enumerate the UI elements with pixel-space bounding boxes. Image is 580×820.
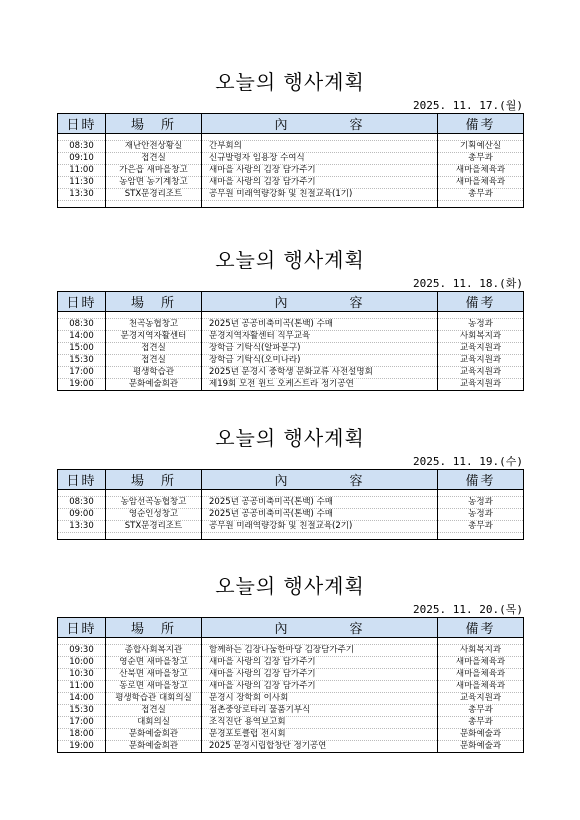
cell-place: 동로면 새마을창고 (106, 681, 202, 693)
cell-content: 문경시 장학회 이사회 (202, 693, 438, 705)
cell-note: 문화예술과 (438, 729, 524, 741)
cell-content: 간부회의 (202, 141, 438, 153)
section-title: 오늘의 행사계획 (215, 248, 365, 272)
cell-place: 평생학습관 (106, 367, 202, 379)
cell-note: 농정과 (438, 509, 524, 521)
spacer-row (58, 312, 524, 319)
cell-place: 접견실 (106, 355, 202, 367)
spacer-row (58, 490, 524, 497)
cell-content: 공무원 미래역량강화 및 친절교육(2기) (202, 521, 438, 533)
cell-content: 공무원 미래역량강화 및 친절교육(1기) (202, 189, 438, 201)
table-row (58, 521, 524, 533)
spacer-row (58, 638, 524, 645)
cell-time: 13:30 (58, 521, 106, 533)
cell-place: 문화예술회관 (106, 379, 202, 391)
table-row (58, 343, 524, 355)
table-row (58, 681, 524, 693)
cell-time: 17:00 (58, 717, 106, 729)
header-place: 場 所 (106, 470, 202, 490)
table-row (58, 189, 524, 201)
cell-time: 15:30 (58, 705, 106, 717)
cell-note: 문화예술과 (438, 741, 524, 753)
cell-place: 평생학습관 대회의실 (106, 693, 202, 705)
header-time: 日時 (58, 470, 106, 490)
cell-content: 신규발령자 임용장 수여식 (202, 153, 438, 165)
cell-content: 함께하는 김장나눔한마당 김장담가주기 (202, 645, 438, 657)
cell-note: 새마을체육과 (438, 681, 524, 693)
cell-content: 점촌중앙로타리 물품기부식 (202, 705, 438, 717)
cell-content: 새마을 사랑의 김장 담가주기 (202, 669, 438, 681)
table-header-row (58, 292, 524, 312)
cell-content: 새마을 사랑의 김장 담가주기 (202, 657, 438, 669)
table-row (58, 693, 524, 705)
cell-place: STX문경리조트 (106, 189, 202, 201)
schedule-table (57, 617, 524, 753)
table-row (58, 177, 524, 189)
table-row (58, 379, 524, 391)
header-content: 內 容 (202, 292, 438, 312)
header-time: 日時 (58, 114, 106, 134)
cell-place: STX문경리조트 (106, 521, 202, 533)
table-row (58, 141, 524, 153)
cell-note: 교육지원과 (438, 367, 524, 379)
cell-note: 총무과 (438, 189, 524, 201)
cell-note: 농정과 (438, 497, 524, 509)
cell-place: 종합사회복지관 (106, 645, 202, 657)
cell-place: 농암면 농기계창고 (106, 177, 202, 189)
cell-time: 08:30 (58, 497, 106, 509)
cell-note: 총무과 (438, 521, 524, 533)
cell-note: 농정과 (438, 319, 524, 331)
cell-content: 2025년 공공비축미곡(톤백) 수매 (202, 319, 438, 331)
cell-note: 총무과 (438, 717, 524, 729)
cell-time: 11:00 (58, 681, 106, 693)
cell-content: 2025 문경시립합창단 정기공연 (202, 741, 438, 753)
cell-place: 재난안전상황실 (106, 141, 202, 153)
table-row (58, 355, 524, 367)
cell-content: 2025년 문경시 중학생 문화교류 사전설명회 (202, 367, 438, 379)
cell-place: 영순면 새마을창고 (106, 657, 202, 669)
table-row (58, 669, 524, 681)
header-time: 日時 (58, 618, 106, 638)
cell-time: 08:30 (58, 319, 106, 331)
cell-place: 대회의실 (106, 717, 202, 729)
spacer-row (58, 134, 524, 141)
section-title: 오늘의 행사계획 (215, 70, 365, 94)
section-date: 2025. 11. 18.(화) (413, 277, 523, 290)
cell-note: 새마을체육과 (438, 177, 524, 189)
schedule-table (57, 469, 524, 540)
table-header-row (58, 618, 524, 638)
header-place: 場 所 (106, 114, 202, 134)
cell-content: 조직진단 용역보고회 (202, 717, 438, 729)
table-row (58, 657, 524, 669)
table-row (58, 509, 524, 521)
table-row (58, 741, 524, 753)
header-note: 備考 (438, 618, 524, 638)
cell-content: 2025년 공공비축미곡(톤백) 수매 (202, 509, 438, 521)
cell-time: 09:00 (58, 509, 106, 521)
header-place: 場 所 (106, 618, 202, 638)
cell-content: 새마을 사랑의 김장 담가주기 (202, 681, 438, 693)
cell-time: 13:30 (58, 189, 106, 201)
cell-place: 문화예술회관 (106, 741, 202, 753)
table-row (58, 319, 524, 331)
cell-note: 새마을체육과 (438, 657, 524, 669)
cell-place: 가은읍 새마을창고 (106, 165, 202, 177)
cell-place: 문경지역자활센터 (106, 331, 202, 343)
table-header-row (58, 114, 524, 134)
cell-note: 사회복지과 (438, 331, 524, 343)
cell-time: 09:10 (58, 153, 106, 165)
cell-time: 09:30 (58, 645, 106, 657)
cell-place: 접견실 (106, 153, 202, 165)
cell-content: 새마을 사랑의 김장 담가주기 (202, 165, 438, 177)
cell-note: 새마을체육과 (438, 669, 524, 681)
header-note: 備考 (438, 292, 524, 312)
section-date: 2025. 11. 20.(목) (413, 603, 523, 616)
cell-time: 17:00 (58, 367, 106, 379)
cell-place: 접견실 (106, 343, 202, 355)
cell-note: 교육지원과 (438, 379, 524, 391)
cell-note: 교육지원과 (438, 355, 524, 367)
section-date: 2025. 11. 19.(수) (413, 455, 523, 468)
table-row (58, 729, 524, 741)
table-row (58, 705, 524, 717)
cell-time: 10:30 (58, 669, 106, 681)
cell-content: 2025년 공공비축미곡(톤백) 수매 (202, 497, 438, 509)
header-note: 備考 (438, 114, 524, 134)
cell-time: 18:00 (58, 729, 106, 741)
cell-place: 천곡농협창고 (106, 319, 202, 331)
cell-place: 문화예술회관 (106, 729, 202, 741)
cell-place: 산북면 새마을창고 (106, 669, 202, 681)
cell-place: 농암선곡농협창고 (106, 497, 202, 509)
cell-note: 기획예산실 (438, 141, 524, 153)
cell-place: 영순인성창고 (106, 509, 202, 521)
header-place: 場 所 (106, 292, 202, 312)
cell-time: 08:30 (58, 141, 106, 153)
cell-time: 10:00 (58, 657, 106, 669)
cell-time: 14:00 (58, 693, 106, 705)
spacer-row (58, 533, 524, 540)
cell-content: 문경포토클럽 전시회 (202, 729, 438, 741)
cell-time: 15:30 (58, 355, 106, 367)
table-header-row (58, 470, 524, 490)
cell-content: 새마을 사랑의 김장 담가주기 (202, 177, 438, 189)
cell-time: 19:00 (58, 741, 106, 753)
section-title: 오늘의 행사계획 (215, 574, 365, 598)
cell-place: 접견실 (106, 705, 202, 717)
table-row (58, 717, 524, 729)
cell-content: 문경지역자활센터 직무교육 (202, 331, 438, 343)
cell-content: 제19회 모전 윈드 오케스트라 정기공연 (202, 379, 438, 391)
table-row (58, 645, 524, 657)
table-row (58, 497, 524, 509)
header-content: 內 容 (202, 470, 438, 490)
cell-time: 15:00 (58, 343, 106, 355)
cell-time: 11:30 (58, 177, 106, 189)
schedule-table (57, 113, 524, 208)
cell-note: 총무과 (438, 153, 524, 165)
section-title: 오늘의 행사계획 (215, 426, 365, 450)
section-date: 2025. 11. 17.(월) (413, 99, 523, 112)
table-row (58, 331, 524, 343)
cell-time: 11:00 (58, 165, 106, 177)
cell-note: 총무과 (438, 705, 524, 717)
header-note: 備考 (438, 470, 524, 490)
header-time: 日時 (58, 292, 106, 312)
table-row (58, 165, 524, 177)
cell-note: 교육지원과 (438, 693, 524, 705)
table-row (58, 367, 524, 379)
spacer-row (58, 201, 524, 208)
header-content: 內 容 (202, 114, 438, 134)
cell-content: 장학금 기탁식(알파문구) (202, 343, 438, 355)
header-content: 內 容 (202, 618, 438, 638)
table-row (58, 153, 524, 165)
cell-time: 19:00 (58, 379, 106, 391)
cell-content: 장학금 기탁식(오미나라) (202, 355, 438, 367)
schedule-table (57, 291, 524, 391)
cell-note: 새마을체육과 (438, 165, 524, 177)
cell-note: 교육지원과 (438, 343, 524, 355)
cell-note: 사회복지과 (438, 645, 524, 657)
cell-time: 14:00 (58, 331, 106, 343)
